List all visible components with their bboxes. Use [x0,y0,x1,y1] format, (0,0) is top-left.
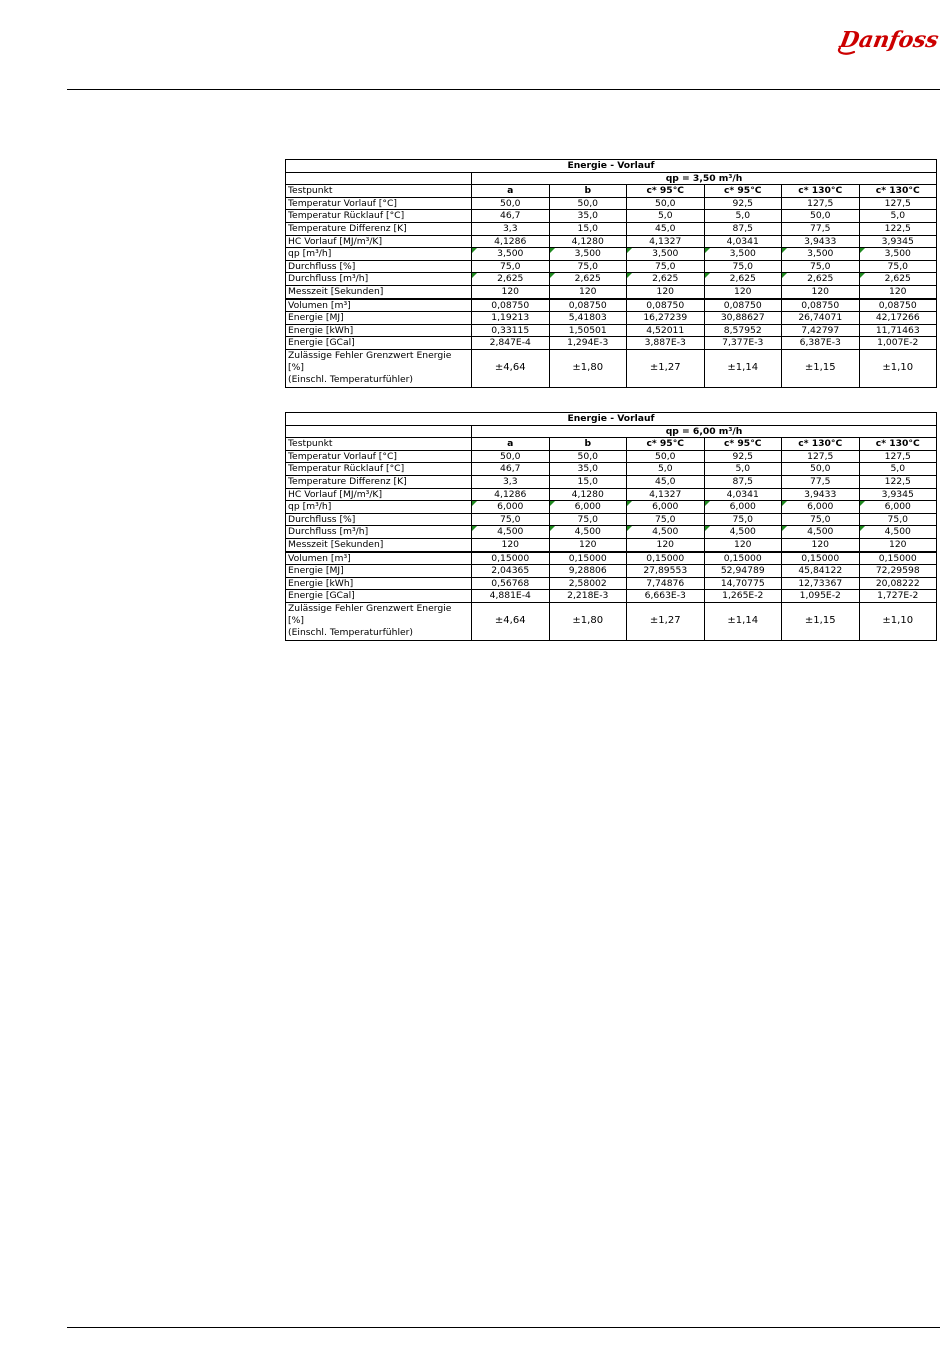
cell: 12,73367 [782,577,860,590]
table-row [286,273,937,286]
cell: 1,265E-2 [704,590,782,603]
cell: 120 [782,285,860,298]
error-limit-label-line: (Einschl. Temperaturfühler) [288,374,414,386]
cell: 6,663E-3 [627,590,705,603]
cell: 75,0 [627,260,705,273]
cell: 4,500 [627,526,705,539]
cell: ±1,14 [704,602,782,640]
cell: 75,0 [549,260,627,273]
row-label: Temperature Differenz [K] [286,475,472,488]
cell: 5,0 [704,210,782,223]
cell: 75,0 [859,513,937,526]
cell: 75,0 [472,513,550,526]
cell: 0,08750 [472,299,550,312]
cell: 0,08750 [627,299,705,312]
cell: 2,625 [859,273,937,286]
cell: ±1,27 [627,602,705,640]
header-label: Testpunkt [286,438,472,451]
cell: 8,57952 [704,324,782,337]
error-limit-label-line: [%] [288,615,304,627]
row-label: Temperatur Vorlauf [°C] [286,197,472,210]
cell: 5,0 [859,463,937,476]
table-row [286,538,937,551]
cell: ±1,80 [549,349,627,387]
row-label: Energie [MJ] [286,312,472,325]
cell: 3,500 [549,248,627,261]
row-label: Durchfluss [m³/h] [286,526,472,539]
cell: 4,0341 [704,488,782,501]
cell: 2,625 [627,273,705,286]
cell: 3,500 [472,248,550,261]
cell: 77,5 [782,222,860,235]
cell: 75,0 [859,260,937,273]
cell: 75,0 [472,260,550,273]
cell: 3,3 [472,222,550,235]
table-row [286,577,937,590]
cell: 75,0 [782,513,860,526]
cell: 20,08222 [859,577,937,590]
cell: 6,000 [627,501,705,514]
cell: 4,500 [859,526,937,539]
cell: ±1,15 [782,349,860,387]
row-label: Temperatur Rücklauf [°C] [286,210,472,223]
cell: 5,0 [627,463,705,476]
qp-caption-spacer [286,172,472,185]
header-col: b [549,438,627,451]
cell: 120 [704,285,782,298]
cell: 7,42797 [782,324,860,337]
table-row [286,526,937,539]
row-label: Messzeit [Sekunden] [286,538,472,551]
cell: 6,000 [472,501,550,514]
cell: 0,15000 [549,552,627,565]
table-row [286,463,937,476]
error-limit-row [286,349,937,387]
cell: 120 [549,538,627,551]
cell: 15,0 [549,475,627,488]
cell: 120 [472,538,550,551]
cell: 3,3 [472,475,550,488]
row-label: Durchfluss [%] [286,260,472,273]
error-limit-label-line: (Einschl. Temperaturfühler) [288,627,414,639]
cell: 26,74071 [782,312,860,325]
error-limit-label-line: Zulässige Fehler Grenzwert Energie [288,349,452,361]
error-limit-label-line: [%] [288,362,304,374]
row-label: Durchfluss [m³/h] [286,273,472,286]
cell: 50,0 [627,197,705,210]
cell: 0,08750 [549,299,627,312]
table-row [286,501,937,514]
cell: 45,0 [627,475,705,488]
header-col: c* 95°C [704,438,782,451]
cell: 6,387E-3 [782,337,860,350]
cell: 2,04365 [472,565,550,578]
cell: ±1,10 [859,602,937,640]
row-label: HC Vorlauf [MJ/m³/K] [286,488,472,501]
cell: 14,70775 [704,577,782,590]
row-label: Energie [GCal] [286,337,472,350]
cell: 50,0 [627,450,705,463]
cell: 1,095E-2 [782,590,860,603]
cell: 92,5 [704,450,782,463]
cell: 4,1280 [549,488,627,501]
cell: 0,08750 [859,299,937,312]
row-label: Energie [kWh] [286,577,472,590]
cell: 0,15000 [859,552,937,565]
cell: 50,0 [549,450,627,463]
cell: 120 [782,538,860,551]
header-label: Testpunkt [286,185,472,198]
cell: 50,0 [549,197,627,210]
header-col: c* 130°C [782,438,860,451]
header-col: a [472,438,550,451]
cell: 3,9345 [859,235,937,248]
row-label: Volumen [m³] [286,552,472,565]
cell: 0,08750 [782,299,860,312]
qp-caption-spacer [286,425,472,438]
cell: 4,500 [782,526,860,539]
cell: 4,1280 [549,235,627,248]
cell: 35,0 [549,463,627,476]
cell: 1,294E-3 [549,337,627,350]
row-label: qp [m³/h] [286,248,472,261]
table-row [286,565,937,578]
row-label: Volumen [m³] [286,299,472,312]
error-limit-label [286,602,472,640]
cell: 3,500 [859,248,937,261]
cell: 3,887E-3 [627,337,705,350]
cell: 120 [549,285,627,298]
table-row [286,248,937,261]
cell: 0,33115 [472,324,550,337]
header-col: c* 95°C [627,185,705,198]
cell: 6,000 [859,501,937,514]
row-label: qp [m³/h] [286,501,472,514]
table-title: Energie - Vorlauf [286,413,937,426]
cell: 46,7 [472,210,550,223]
table-row [286,222,937,235]
cell: 5,41803 [549,312,627,325]
cell: 4,1286 [472,235,550,248]
cell: 92,5 [704,197,782,210]
cell: 75,0 [704,513,782,526]
row-label: Energie [MJ] [286,565,472,578]
row-label: Temperature Differenz [K] [286,222,472,235]
cell: 120 [859,538,937,551]
cell: 16,27239 [627,312,705,325]
cell: ±1,15 [782,602,860,640]
cell: 87,5 [704,475,782,488]
cell: 72,29598 [859,565,937,578]
cell: 127,5 [782,197,860,210]
cell: 122,5 [859,475,937,488]
table-row [286,552,937,565]
cell: 3,9433 [782,488,860,501]
table-row [286,197,937,210]
cell: 4,52011 [627,324,705,337]
cell: 1,19213 [472,312,550,325]
cell: 50,0 [472,450,550,463]
cell: 7,74876 [627,577,705,590]
cell: 11,71463 [859,324,937,337]
qp-caption-row [286,425,937,438]
cell: 3,500 [782,248,860,261]
cell: 0,15000 [472,552,550,565]
energy-table-qp-3-50 [285,159,937,388]
table-row [286,260,937,273]
cell: 45,0 [627,222,705,235]
cell: ±4,64 [472,349,550,387]
cell: 5,0 [859,210,937,223]
cell: 6,000 [549,501,627,514]
row-label: Temperatur Vorlauf [°C] [286,450,472,463]
cell: 1,50501 [549,324,627,337]
cell: 87,5 [704,222,782,235]
cell: 77,5 [782,475,860,488]
cell: 1,727E-2 [859,590,937,603]
error-limit-row [286,602,937,640]
cell: 120 [627,538,705,551]
cell: 0,56768 [472,577,550,590]
table-title-row [286,413,937,426]
header-col: c* 130°C [859,438,937,451]
cell: 2,625 [549,273,627,286]
cell: 30,88627 [704,312,782,325]
header-col: c* 95°C [704,185,782,198]
table-row [286,488,937,501]
cell: 3,500 [704,248,782,261]
energy-table-qp-6-00 [285,412,937,641]
cell: 0,08750 [704,299,782,312]
cell: 45,84122 [782,565,860,578]
row-label: Temperatur Rücklauf [°C] [286,463,472,476]
cell: 3,9433 [782,235,860,248]
row-label: Energie [GCal] [286,590,472,603]
cell: ±1,10 [859,349,937,387]
cell: 0,15000 [782,552,860,565]
table-row [286,337,937,350]
error-limit-label [286,349,472,387]
cell: 7,377E-3 [704,337,782,350]
qp-caption-row [286,172,937,185]
cell: 15,0 [549,222,627,235]
cell: 120 [472,285,550,298]
table-row [286,210,937,223]
qp-caption: qp = 3,50 m³/h [472,172,937,185]
table-row [286,450,937,463]
header-col: b [549,185,627,198]
cell: ±1,27 [627,349,705,387]
cell: ±1,80 [549,602,627,640]
header-col: c* 130°C [782,185,860,198]
cell: 52,94789 [704,565,782,578]
cell: 4,1327 [627,488,705,501]
cell: 127,5 [859,450,937,463]
cell: 2,218E-3 [549,590,627,603]
cell: 2,625 [704,273,782,286]
cell: 50,0 [782,463,860,476]
table-row [286,285,937,298]
table-title-row [286,160,937,173]
row-label: Durchfluss [%] [286,513,472,526]
cell: 75,0 [627,513,705,526]
cell: 122,5 [859,222,937,235]
cell: 2,625 [782,273,860,286]
cell: 120 [704,538,782,551]
cell: 3,9345 [859,488,937,501]
cell: 4,1286 [472,488,550,501]
cell: 1,007E-2 [859,337,937,350]
cell: 120 [627,285,705,298]
table-row [286,590,937,603]
cell: 46,7 [472,463,550,476]
cell: 9,28806 [549,565,627,578]
cell: 0,15000 [627,552,705,565]
error-limit-label-line: Zulässige Fehler Grenzwert Energie [288,602,452,614]
row-label: HC Vorlauf [MJ/m³/K] [286,235,472,248]
header-row [286,185,937,198]
cell: 35,0 [549,210,627,223]
svg-text:Danfoss: Danfoss [837,27,941,53]
cell: 6,000 [782,501,860,514]
cell: ±1,14 [704,349,782,387]
cell: 120 [859,285,937,298]
header-col: a [472,185,550,198]
cell: 4,881E-4 [472,590,550,603]
cell: 4,500 [472,526,550,539]
cell: ±4,64 [472,602,550,640]
cell: 75,0 [704,260,782,273]
table-row [286,312,937,325]
table-row [286,475,937,488]
cell: 50,0 [782,210,860,223]
table-row [286,513,937,526]
cell: 27,89553 [627,565,705,578]
header-row [286,438,937,451]
header-col: c* 95°C [627,438,705,451]
row-label: Energie [kWh] [286,324,472,337]
cell: 4,500 [549,526,627,539]
footer-rule [67,1327,940,1328]
cell: 75,0 [549,513,627,526]
cell: 2,625 [472,273,550,286]
cell: 127,5 [859,197,937,210]
cell: 3,500 [627,248,705,261]
table-title: Energie - Vorlauf [286,160,937,173]
cell: 50,0 [472,197,550,210]
cell: 4,1327 [627,235,705,248]
cell: 6,000 [704,501,782,514]
header-col: c* 130°C [859,185,937,198]
cell: 5,0 [627,210,705,223]
cell: 2,58002 [549,577,627,590]
cell: 4,0341 [704,235,782,248]
table-row [286,299,937,312]
danfoss-logo [834,18,942,58]
cell: 4,500 [704,526,782,539]
cell: 0,15000 [704,552,782,565]
cell: 5,0 [704,463,782,476]
table-row [286,324,937,337]
table-row [286,235,937,248]
cell: 75,0 [782,260,860,273]
qp-caption: qp = 6,00 m³/h [472,425,937,438]
cell: 2,847E-4 [472,337,550,350]
row-label: Messzeit [Sekunden] [286,285,472,298]
cell: 127,5 [782,450,860,463]
header-rule [67,89,940,90]
cell: 42,17266 [859,312,937,325]
